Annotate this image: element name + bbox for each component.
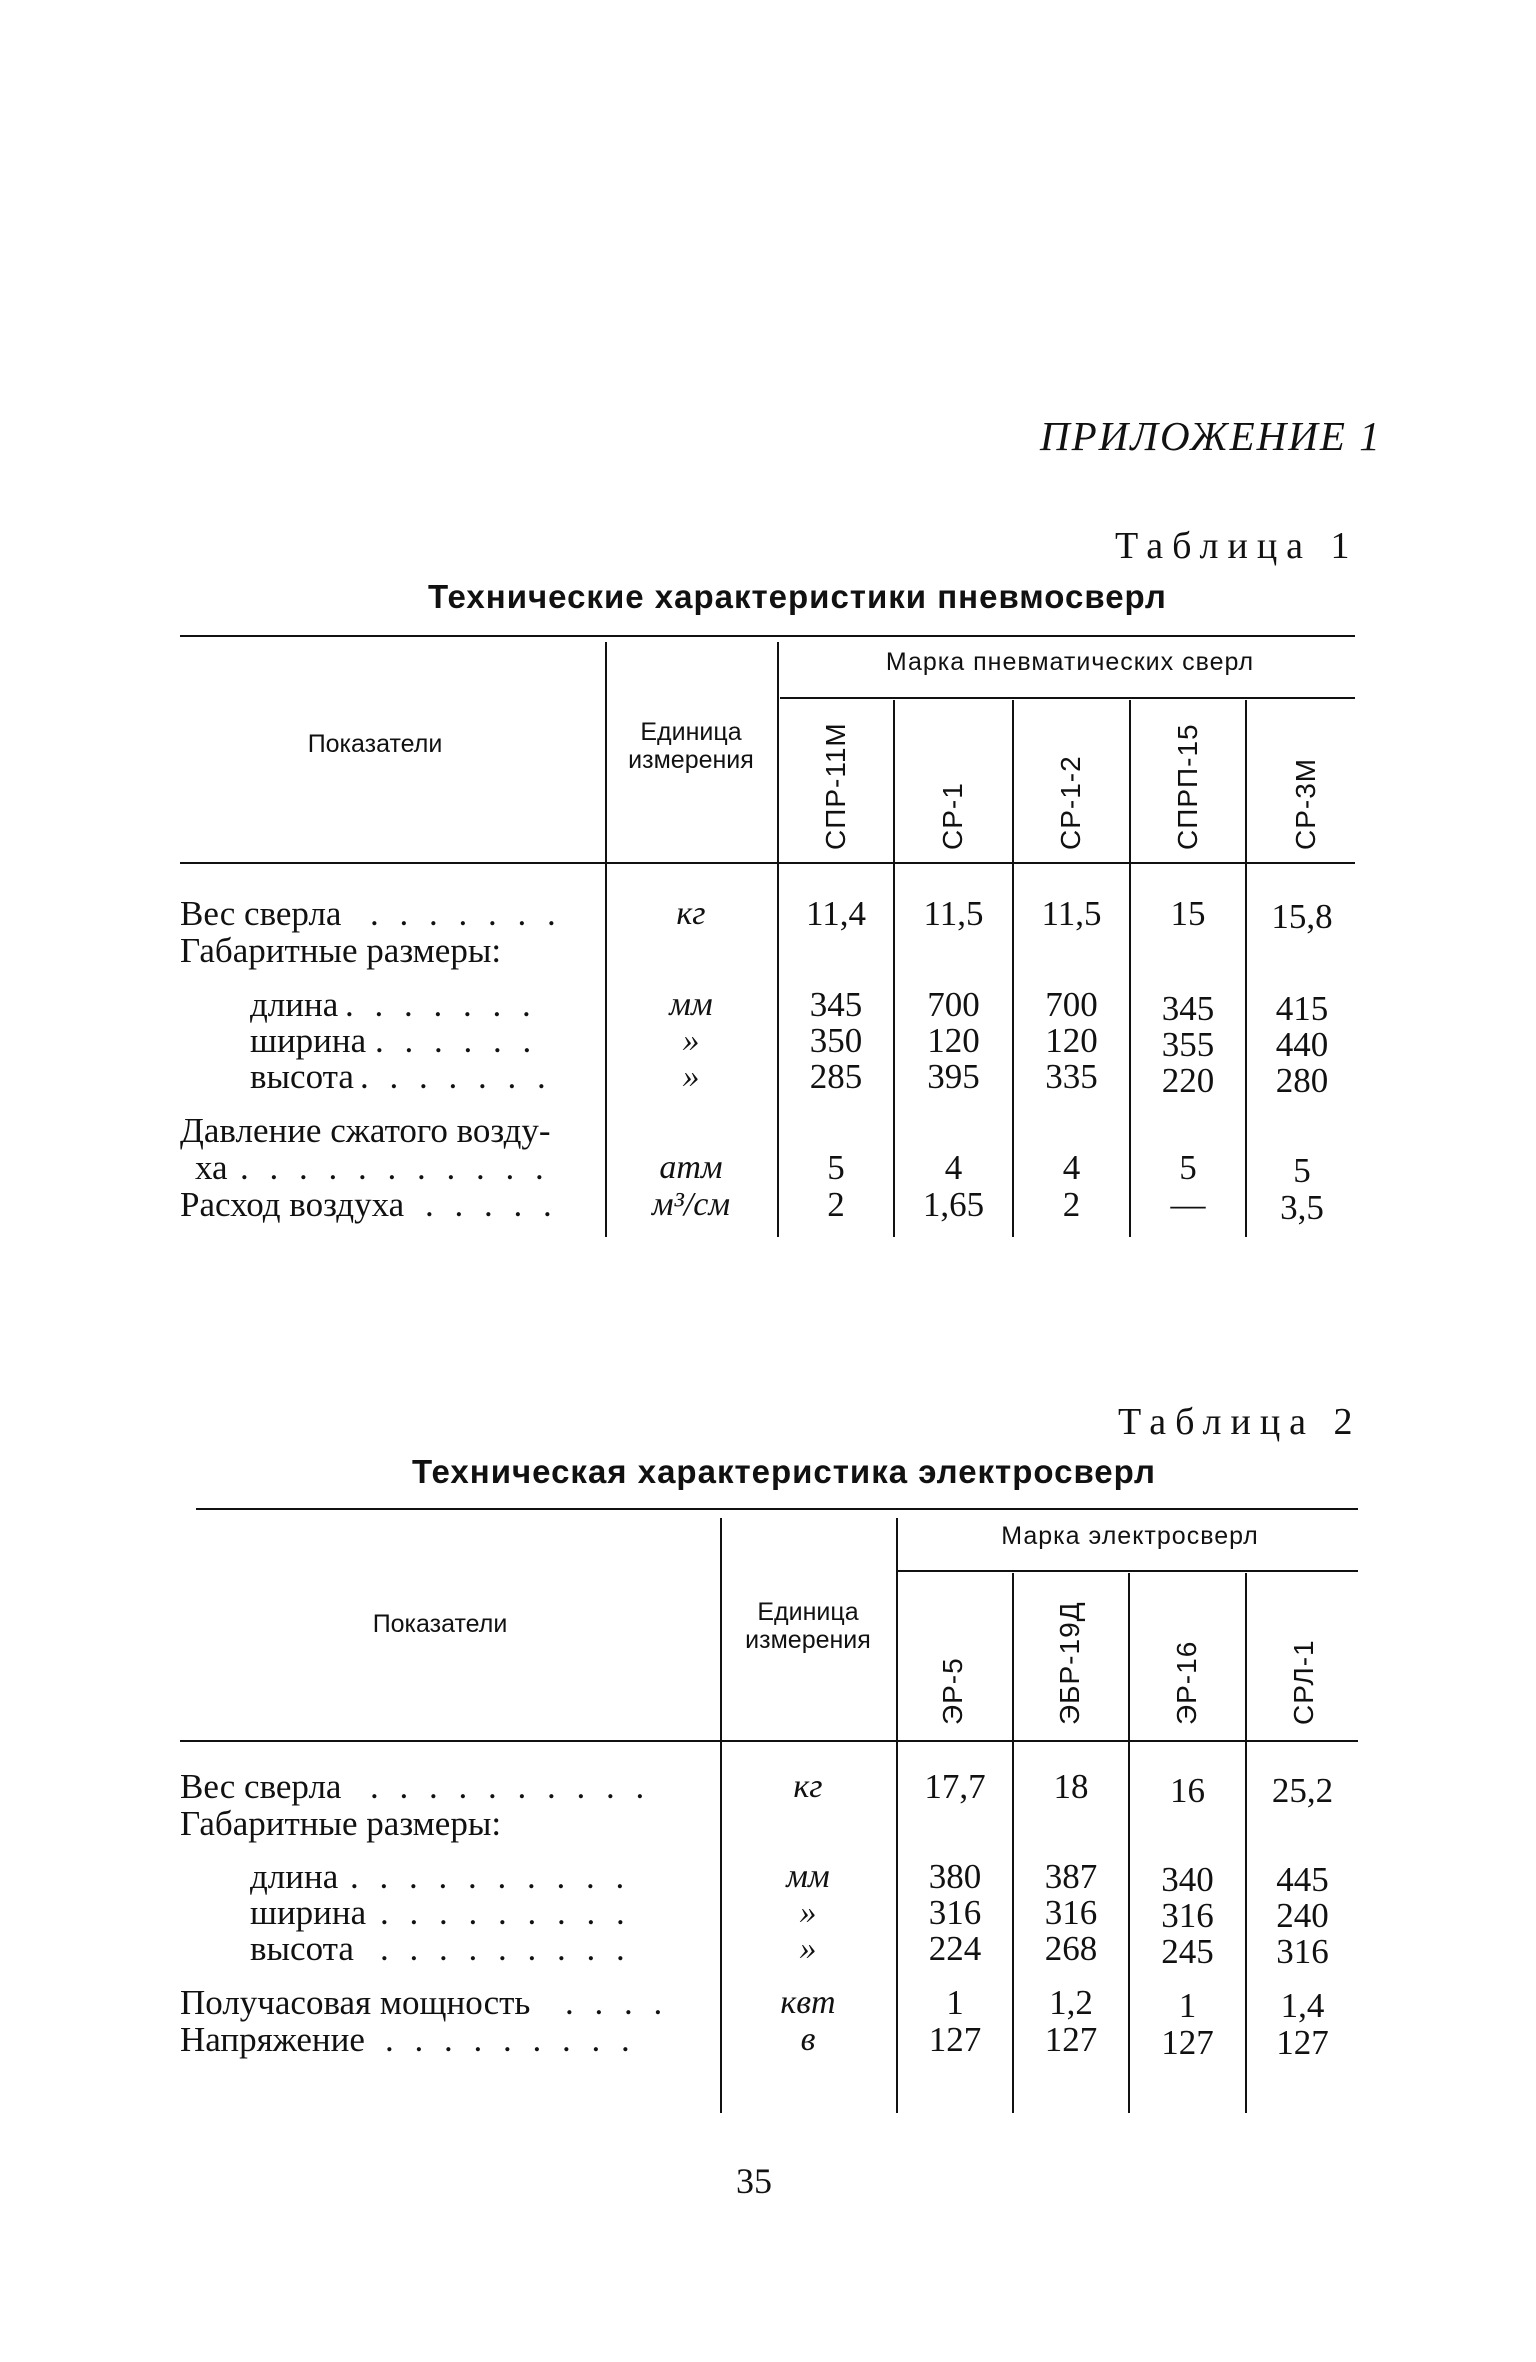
table2-unit: квт (780, 1984, 836, 2021)
table2-unit-header: Единица измерения (745, 1598, 871, 1654)
table1-cell: 5 (827, 1148, 845, 1187)
table1-cell: — (1170, 1185, 1206, 1224)
table2-model-3: ЭР-16 (1171, 1640, 1202, 1725)
table2-row-label: Напряжение (180, 2020, 365, 2059)
table1-brand-rule (780, 697, 1355, 699)
table2-brand-header: Марка электросверл (1001, 1522, 1259, 1550)
leader-dots: . . . . . . . . . . (350, 1857, 631, 1896)
table1-cell: 1,65 (922, 1185, 985, 1224)
table1-cell: 345 (1161, 989, 1215, 1028)
table2-cell: 127 (1276, 2023, 1329, 2062)
table1-unit: мм (669, 986, 713, 1023)
table2-cell: 316 (1044, 1893, 1098, 1932)
leader-dots: . . . . . . (375, 1021, 538, 1060)
table1-row-label: ширина (250, 1021, 367, 1060)
table1-unit: » (682, 1058, 700, 1095)
table1-cell: 350 (809, 1021, 863, 1060)
table2-cell: 17,7 (924, 1767, 986, 1806)
table1-cell: 3,5 (1280, 1188, 1324, 1227)
table2-row-label: Получасовая мощность (180, 1983, 531, 2022)
table1-unit-header: Единица измерения (628, 718, 754, 774)
table1-cell: 700 (927, 985, 980, 1024)
table2-top-rule (196, 1508, 1358, 1510)
table1-unit: м³/см (651, 1186, 731, 1223)
table2-cell: 224 (928, 1929, 982, 1968)
table2-cell: 387 (1044, 1857, 1098, 1896)
table2-cell: 316 (928, 1893, 982, 1932)
table2-cell: 127 (1161, 2023, 1214, 2062)
table1-cell: 415 (1275, 989, 1329, 1028)
table1-cell: 395 (927, 1057, 980, 1096)
table1-header-rule (180, 862, 1355, 864)
table2-model-4: СРЛ-1 (1288, 1639, 1319, 1725)
table1-unit: кг (676, 895, 706, 932)
table1-cell: 280 (1275, 1061, 1329, 1100)
leader-dots: . . . . . . . (345, 985, 537, 1024)
table2-cell: 1 (946, 1983, 964, 2022)
table2-row-label: длина (250, 1857, 339, 1896)
table1-cell: 15 (1170, 894, 1206, 933)
table2-cell: 18 (1053, 1767, 1089, 1806)
table1-row-label: Расход воздуха (180, 1185, 405, 1224)
leader-dots: . . . . . . . . . (380, 1893, 631, 1932)
table2-unit: кг (793, 1768, 823, 1805)
table1-cell: 5 (1293, 1151, 1311, 1190)
leader-dots: . . . . . (425, 1185, 558, 1224)
table1-model-2: СР-1 (937, 782, 968, 850)
table2-cell: 25,2 (1271, 1771, 1334, 1810)
table1-brand-header: Марка пневматических сверл (885, 648, 1255, 676)
table2-unit: » (799, 1894, 817, 1931)
table1-cell: 11,4 (806, 894, 866, 933)
table1-model-5: СР-3М (1290, 757, 1321, 850)
table1-cell: 120 (927, 1021, 980, 1060)
table2-indicators-header: Показатели (372, 1610, 508, 1638)
table2-cell: 268 (1044, 1929, 1098, 1968)
table1-cell: 2 (1062, 1185, 1081, 1224)
table1-cell: 2 (827, 1185, 845, 1224)
table2-title: Техническая характеристика электросверл (412, 1453, 1156, 1490)
table1-cell: 335 (1045, 1057, 1098, 1096)
leader-dots: . . . . . . . (370, 894, 562, 933)
table1-row-label: длина (250, 985, 339, 1024)
table2-cell: 316 (1161, 1896, 1214, 1935)
table2-row-label: ширина (250, 1893, 367, 1932)
table1-row-label: высота (250, 1057, 354, 1096)
table1-indicators-header: Показатели (307, 730, 443, 758)
table2-cell: 245 (1161, 1932, 1214, 1971)
appendix-heading: ПРИЛОЖЕНИЕ 1 (1040, 413, 1382, 459)
table1-unit: атм (659, 1149, 723, 1186)
table1-top-rule (180, 635, 1355, 637)
table1-cell: 285 (809, 1057, 863, 1096)
table2-cell: 380 (928, 1857, 982, 1896)
table2-unit: » (799, 1930, 817, 1967)
table2-cell: 340 (1161, 1860, 1214, 1899)
page-number: 35 (736, 2161, 772, 2201)
table2-cell: 445 (1276, 1860, 1329, 1899)
table2-cell: 1,4 (1280, 1986, 1325, 2025)
table1-cell: 11,5 (923, 894, 984, 933)
table1-cell: 5 (1179, 1148, 1197, 1187)
table2-header-rule (180, 1740, 1358, 1742)
table1-title: Технические характеристики пневмосверл (428, 578, 1167, 615)
table2-cell: 127 (1044, 2020, 1098, 2059)
table2-unit: мм (786, 1858, 830, 1895)
table1-cell: 700 (1045, 985, 1098, 1024)
table1-cell: 220 (1161, 1061, 1215, 1100)
table1-row-label: ха (195, 1148, 228, 1187)
table1-model-1: СПР-11М (820, 722, 851, 850)
table1-cell: 15,8 (1271, 897, 1333, 936)
table2-cell: 1,2 (1049, 1983, 1093, 2022)
table1-cell: 345 (809, 985, 863, 1024)
table1-row-label: Давление сжатого возду- (180, 1111, 551, 1150)
table1-cell: 11,5 (1041, 894, 1102, 933)
leader-dots: . . . . . . . . . . (370, 1767, 651, 1806)
table1-col-divider (777, 642, 779, 1237)
table2-cell: 16 (1170, 1771, 1205, 1810)
leader-dots: . . . . . . . . . . . (240, 1148, 550, 1187)
leader-dots: . . . . (565, 1983, 669, 2022)
table2-model-2: ЭБР-19Д (1054, 1601, 1085, 1725)
leader-dots: . . . . . . . (360, 1057, 552, 1096)
table1-cell: 4 (1062, 1148, 1081, 1187)
table2-model-1: ЭР-5 (937, 1657, 968, 1725)
table1-row-label: Вес сверла (180, 894, 342, 933)
table1-unit: » (682, 1022, 700, 1059)
leader-dots: . . . . . . . . . (385, 2020, 636, 2059)
table1-cell: 355 (1161, 1025, 1215, 1064)
table2-cell: 1 (1178, 1986, 1197, 2025)
table1-cell: 120 (1045, 1021, 1098, 1060)
table2-row-label: Габаритные размеры: (180, 1804, 502, 1843)
table2-row-label: высота (250, 1929, 354, 1968)
leader-dots: . . . . . . . . . (380, 1929, 631, 1968)
table1-model-4: СПРП-15 (1172, 723, 1203, 850)
table2-label: Таблица 2 (1118, 1401, 1362, 1443)
table2-brand-rule (898, 1570, 1358, 1572)
table1-cell: 4 (944, 1148, 963, 1187)
table2-row-label: Вес сверла (180, 1767, 342, 1806)
table1-cell: 440 (1275, 1025, 1329, 1064)
table2-unit: в (800, 2021, 816, 2058)
table1-row-label: Габаритные размеры: (180, 931, 502, 970)
table2-cell: 240 (1276, 1896, 1329, 1935)
table2-cell: 316 (1276, 1932, 1329, 1971)
table1-label: Таблица 1 (1115, 525, 1359, 567)
table1-model-3: СР-1-2 (1055, 755, 1086, 850)
table2-cell: 127 (928, 2020, 982, 2059)
